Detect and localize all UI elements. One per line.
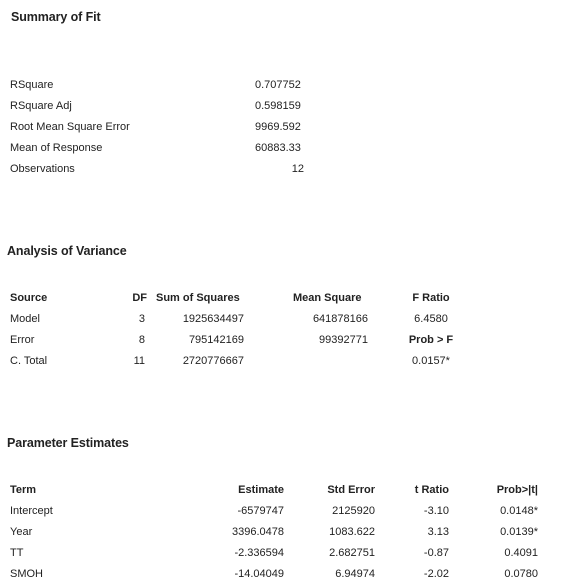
param-t-ratio-cell: -2.02 (423, 568, 449, 580)
fit-value-rsquare-adj: 0.598159 (255, 100, 301, 112)
param-std-error-cell: 1083.622 (329, 526, 375, 538)
param-estimate-cell: 3396.0478 (232, 526, 284, 538)
param-prob-cell: 0.4091 (504, 547, 538, 559)
fit-label-mean-response: Mean of Response (10, 142, 103, 154)
param-std-error-cell: 2.682751 (329, 547, 375, 559)
fit-value-rsquare: 0.707752 (255, 79, 301, 91)
anova-ss-cell: 795142169 (188, 334, 244, 346)
anova-df-cell: 3 (138, 313, 145, 325)
param-t-ratio-cell: 3.13 (427, 526, 449, 538)
param-t-ratio-cell: -0.87 (423, 547, 449, 559)
anova-f-ratio-value: 6.4580 (414, 313, 448, 325)
fit-label-observations: Observations (10, 163, 75, 175)
param-header-prob: Prob>|t| (496, 484, 538, 496)
anova-header-f: F Ratio (412, 292, 450, 304)
summary-of-fit-title: Summary of Fit (11, 10, 101, 24)
param-term-cell: Year (10, 526, 33, 538)
anova-header-ss: Sum of Squares (156, 292, 240, 304)
param-header-t-ratio: t Ratio (414, 484, 449, 496)
param-estimate-cell: -2.336594 (234, 547, 284, 559)
param-header-estimate: Estimate (238, 484, 284, 496)
anova-source-cell: Model (10, 313, 40, 325)
fit-value-observations: 12 (291, 163, 304, 175)
anova-prob-f-label: Prob > F (408, 334, 454, 346)
param-prob-cell: 0.0148* (500, 505, 538, 517)
param-estimates-title: Parameter Estimates (7, 436, 129, 450)
anova-header-df: DF (132, 292, 147, 304)
anova-header-ms: Mean Square (293, 292, 362, 304)
param-estimate-cell: -6579747 (237, 505, 284, 517)
anova-prob-f-value: 0.0157* (412, 355, 450, 367)
param-t-ratio-cell: -3.10 (423, 505, 449, 517)
param-header-std-error: Std Error (327, 484, 375, 496)
fit-label-rsquare-adj: RSquare Adj (10, 100, 72, 112)
anova-source-cell: Error (10, 334, 35, 346)
fit-label-rsquare: RSquare (10, 79, 54, 91)
param-header-term: Term (10, 484, 37, 496)
anova-df-cell: 8 (138, 334, 145, 346)
anova-source-cell: C. Total (10, 355, 48, 367)
anova-ss-cell: 2720776667 (182, 355, 244, 367)
anova-ms-cell: 99392771 (319, 334, 368, 346)
anova-ms-cell: 641878166 (312, 313, 368, 325)
param-term-cell: SMOH (10, 568, 43, 580)
param-prob-cell: 0.0139* (500, 526, 538, 538)
fit-label-rmse: Root Mean Square Error (10, 121, 130, 133)
fit-value-rmse: 9969.592 (255, 121, 301, 133)
param-term-cell: TT (10, 547, 24, 559)
param-std-error-cell: 2125920 (332, 505, 375, 517)
fit-value-mean-response: 60883.33 (255, 142, 301, 154)
anova-df-cell: 11 (133, 355, 145, 367)
param-estimate-cell: -14.04049 (234, 568, 284, 580)
param-std-error-cell: 6.94974 (335, 568, 375, 580)
anova-header-source: Source (10, 292, 48, 304)
param-prob-cell: 0.0780 (504, 568, 538, 580)
anova-ss-cell: 1925634497 (182, 313, 244, 325)
anova-title: Analysis of Variance (7, 244, 127, 258)
param-term-cell: Intercept (10, 505, 53, 517)
